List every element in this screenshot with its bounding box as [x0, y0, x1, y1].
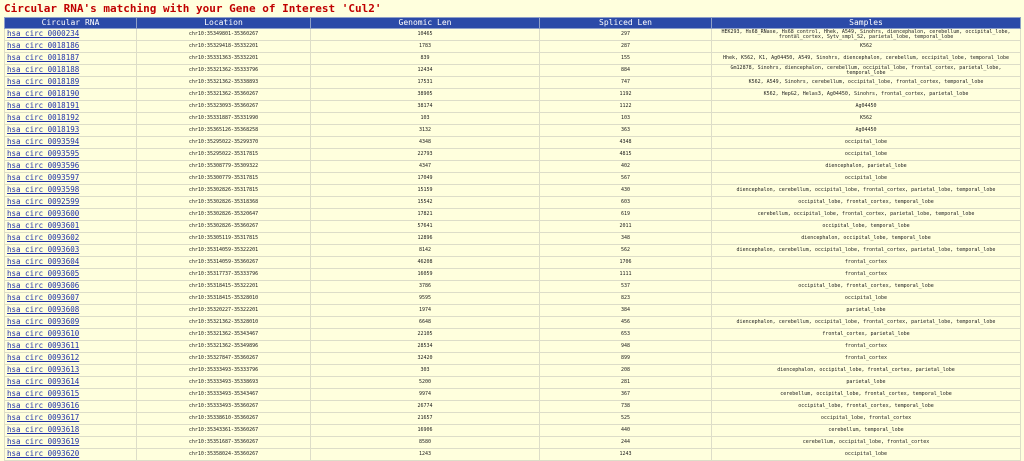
genomic-len-cell: 12896	[311, 233, 540, 245]
genomic-len-cell: 1783	[311, 41, 540, 53]
location-cell: chr10:35358024-35360267	[137, 449, 311, 461]
table-row	[5, 125, 1021, 137]
samples-cell: K562, A549, Sinohrs, cerebellum, occipital_lobe, frontal_cortex, temporal_lobe	[712, 77, 1021, 89]
samples-cell: occipital_lobe, temporal_lobe	[712, 221, 1021, 233]
circular-rna-link[interactable]: hsa_circ_0093604	[7, 257, 80, 266]
spliced-len-cell: 367	[540, 389, 712, 401]
location-cell: chr10:35329418-35332201	[137, 41, 311, 53]
circular-rna-cell	[5, 377, 137, 389]
circular-rna-cell	[5, 65, 137, 77]
genomic-len-cell: 3132	[311, 125, 540, 137]
samples-cell: diencephalon, occipital_lobe, temporal_lobe	[712, 233, 1021, 245]
table-row	[5, 449, 1021, 461]
genomic-len-cell: 9974	[311, 389, 540, 401]
table-row	[5, 293, 1021, 305]
samples-cell: K562	[712, 113, 1021, 125]
circular-rna-link[interactable]: hsa_circ_0093602	[7, 233, 80, 242]
location-cell: chr10:35305119-35317815	[137, 233, 311, 245]
circular-rna-link[interactable]: hsa_circ_0093605	[7, 269, 80, 278]
genomic-len-cell: 26774	[311, 401, 540, 413]
circular-rna-link[interactable]: hsa_circ_0093603	[7, 245, 80, 254]
spliced-len-cell: 525	[540, 413, 712, 425]
circular-rna-cell	[5, 437, 137, 449]
genomic-len-cell: 8580	[311, 437, 540, 449]
circular-rna-cell	[5, 41, 137, 53]
genomic-len-cell: 22793	[311, 149, 540, 161]
table-row	[5, 113, 1021, 125]
genomic-len-cell: 15542	[311, 197, 540, 209]
table-row	[5, 389, 1021, 401]
circular-rna-link[interactable]: hsa_circ_0093612	[7, 353, 80, 362]
samples-cell: diencephalon, cerebellum, occipital_lobe, frontal_cortex, parietal_lobe, temporal_lobe	[712, 317, 1021, 329]
location-cell: chr10:35321362-35349896	[137, 341, 311, 353]
circular-rna-cell	[5, 161, 137, 173]
location-cell: chr10:35320227-35322201	[137, 305, 311, 317]
circular-rna-cell	[5, 425, 137, 437]
genomic-len-cell: 4348	[311, 137, 540, 149]
spliced-len-cell: 948	[540, 341, 712, 353]
genomic-len-cell: 28534	[311, 341, 540, 353]
circular-rna-cell	[5, 341, 137, 353]
genomic-len-cell: 16059	[311, 269, 540, 281]
samples-cell: occipital_lobe, frontal_cortex	[712, 413, 1021, 425]
table-row	[5, 173, 1021, 185]
genomic-len-cell: 1243	[311, 449, 540, 461]
location-cell: chr10:35321362-35338893	[137, 77, 311, 89]
genomic-len-cell: 9595	[311, 293, 540, 305]
table-row	[5, 353, 1021, 365]
circular-rna-link[interactable]: hsa_circ_0093618	[7, 425, 80, 434]
table-row	[5, 305, 1021, 317]
location-cell: chr10:35302826-35317815	[137, 185, 311, 197]
samples-cell: Hhek, K562, K1, Ag04450, A549, Sinohrs, diencephalon, cerebellum, occipital_lobe, temporal_lobe	[712, 53, 1021, 65]
table-row	[5, 53, 1021, 65]
spliced-len-cell: 567	[540, 173, 712, 185]
circular-rna-link[interactable]: hsa_circ_0093601	[7, 221, 80, 230]
circular-rna-cell	[5, 269, 137, 281]
spliced-len-cell: 287	[540, 41, 712, 53]
samples-cell: cerebellum, temporal_lobe	[712, 425, 1021, 437]
spliced-len-cell: 2011	[540, 221, 712, 233]
table-row	[5, 197, 1021, 209]
table-row	[5, 437, 1021, 449]
samples-cell: frontal_cortex	[712, 341, 1021, 353]
location-cell: chr10:35338610-35360267	[137, 413, 311, 425]
location-cell: chr10:35365126-35368258	[137, 125, 311, 137]
samples-cell: Ag04450	[712, 125, 1021, 137]
location-cell: chr10:35314059-35322201	[137, 245, 311, 257]
circular-rna-cell	[5, 77, 137, 89]
circular-rna-cell	[5, 233, 137, 245]
samples-cell: Gm12878, Sinohrs, diencephalon, cerebellum, occipital_lobe, frontal_cortex, parietal_lobe, temporal_lobe	[712, 65, 1021, 77]
circular-rna-cell	[5, 329, 137, 341]
spliced-len-cell: 1243	[540, 449, 712, 461]
circular-rna-cell	[5, 317, 137, 329]
genomic-len-cell: 839	[311, 53, 540, 65]
samples-cell: K562	[712, 41, 1021, 53]
spliced-len-cell: 402	[540, 161, 712, 173]
samples-cell: occipital_lobe	[712, 173, 1021, 185]
circular-rna-cell	[5, 89, 137, 101]
table-row	[5, 257, 1021, 269]
location-cell: chr10:35314059-35360267	[137, 257, 311, 269]
circular-rna-cell	[5, 137, 137, 149]
circrna-table	[4, 17, 1021, 461]
spliced-len-cell: 603	[540, 197, 712, 209]
circular-rna-link[interactable]: hsa_circ_0093615	[7, 389, 80, 398]
column-header-spliced-len: Spliced Len	[540, 18, 712, 29]
table-row	[5, 101, 1021, 113]
circular-rna-link[interactable]: hsa_circ_0018190	[7, 89, 80, 98]
samples-cell: Ag04450	[712, 101, 1021, 113]
spliced-len-cell: 456	[540, 317, 712, 329]
circular-rna-link[interactable]: hsa_circ_0093596	[7, 161, 80, 170]
samples-cell: occipital_lobe, frontal_cortex, temporal_lobe	[712, 197, 1021, 209]
location-cell: chr10:35327847-35360267	[137, 353, 311, 365]
location-cell: chr10:35349801-35360267	[137, 29, 311, 41]
spliced-len-cell: 1122	[540, 101, 712, 113]
location-cell: chr10:35333493-35338693	[137, 377, 311, 389]
location-cell: chr10:35300779-35317815	[137, 173, 311, 185]
spliced-len-cell: 103	[540, 113, 712, 125]
table-row	[5, 269, 1021, 281]
circular-rna-link[interactable]: hsa_circ_0000234	[7, 29, 80, 38]
table-row	[5, 209, 1021, 221]
circular-rna-cell	[5, 257, 137, 269]
samples-cell: cerebellum, occipital_lobe, frontal_cortex	[712, 437, 1021, 449]
circular-rna-cell	[5, 353, 137, 365]
table-row	[5, 365, 1021, 377]
circular-rna-cell	[5, 401, 137, 413]
genomic-len-cell: 38174	[311, 101, 540, 113]
samples-cell: frontal_cortex	[712, 353, 1021, 365]
circular-rna-link[interactable]: hsa_circ_0018188	[7, 65, 80, 74]
spliced-len-cell: 899	[540, 353, 712, 365]
genomic-len-cell: 38905	[311, 89, 540, 101]
spliced-len-cell: 1192	[540, 89, 712, 101]
genomic-len-cell: 46208	[311, 257, 540, 269]
spliced-len-cell: 4348	[540, 137, 712, 149]
samples-cell: cerebellum, occipital_lobe, frontal_cortex, parietal_lobe, temporal_lobe	[712, 209, 1021, 221]
column-header-location: Location	[137, 18, 311, 29]
genomic-len-cell: 16906	[311, 425, 540, 437]
genomic-len-cell: 22105	[311, 329, 540, 341]
samples-cell: occipital_lobe	[712, 449, 1021, 461]
circular-rna-link[interactable]: hsa_circ_0093607	[7, 293, 80, 302]
circular-rna-link[interactable]: hsa_circ_0018189	[7, 77, 80, 86]
circular-rna-link[interactable]: hsa_circ_0018191	[7, 101, 80, 110]
spliced-len-cell: 384	[540, 305, 712, 317]
circular-rna-link[interactable]: hsa_circ_0018192	[7, 113, 80, 122]
samples-cell: occipital_lobe, frontal_cortex, temporal_lobe	[712, 401, 1021, 413]
samples-cell: occipital_lobe	[712, 149, 1021, 161]
genomic-len-cell: 10465	[311, 29, 540, 41]
table-row	[5, 341, 1021, 353]
table-row	[5, 413, 1021, 425]
circular-rna-cell	[5, 209, 137, 221]
table-row	[5, 221, 1021, 233]
genomic-len-cell: 12434	[311, 65, 540, 77]
location-cell: chr10:35333493-35333796	[137, 365, 311, 377]
genomic-len-cell: 6648	[311, 317, 540, 329]
spliced-len-cell: 363	[540, 125, 712, 137]
genomic-len-cell: 17531	[311, 77, 540, 89]
table-row	[5, 137, 1021, 149]
spliced-len-cell: 430	[540, 185, 712, 197]
circular-rna-cell	[5, 365, 137, 377]
samples-cell: parietal_lobe	[712, 377, 1021, 389]
page-title: Circular RNA's matching with your Gene of Interest 'Cul2'	[4, 2, 382, 15]
location-cell: chr10:35308779-35309322	[137, 161, 311, 173]
circular-rna-link[interactable]: hsa_circ_0093617	[7, 413, 80, 422]
circular-rna-link[interactable]: hsa_circ_0092599	[7, 197, 80, 206]
samples-cell: diencephalon, occipital_lobe, frontal_cortex, parietal_lobe	[712, 365, 1021, 377]
circular-rna-cell	[5, 389, 137, 401]
spliced-len-cell: 619	[540, 209, 712, 221]
circular-rna-cell	[5, 245, 137, 257]
table-row	[5, 77, 1021, 89]
circular-rna-link[interactable]: hsa_circ_0093594	[7, 137, 80, 146]
table-row	[5, 245, 1021, 257]
circular-rna-link[interactable]: hsa_circ_0093597	[7, 173, 80, 182]
samples-cell: frontal_cortex	[712, 269, 1021, 281]
circular-rna-cell	[5, 149, 137, 161]
location-cell: chr10:35302826-35320647	[137, 209, 311, 221]
location-cell: chr10:35343361-35360267	[137, 425, 311, 437]
circular-rna-cell	[5, 281, 137, 293]
spliced-len-cell: 155	[540, 53, 712, 65]
samples-cell: diencephalon, cerebellum, occipital_lobe, frontal_cortex, parietal_lobe, temporal_lobe	[712, 245, 1021, 257]
samples-cell: diencephalon, cerebellum, occipital_lobe, frontal_cortex, parietal_lobe, temporal_lobe	[712, 185, 1021, 197]
circular-rna-cell	[5, 185, 137, 197]
circular-rna-link[interactable]: hsa_circ_0093608	[7, 305, 80, 314]
circular-rna-link[interactable]: hsa_circ_0093609	[7, 317, 80, 326]
circular-rna-link[interactable]: hsa_circ_0093610	[7, 329, 80, 338]
circular-rna-cell	[5, 101, 137, 113]
table-row	[5, 185, 1021, 197]
circular-rna-cell	[5, 293, 137, 305]
table-row	[5, 89, 1021, 101]
spliced-len-cell: 208	[540, 365, 712, 377]
genomic-len-cell: 4347	[311, 161, 540, 173]
spliced-len-cell: 562	[540, 245, 712, 257]
circular-rna-link[interactable]: hsa_circ_0018187	[7, 53, 80, 62]
genomic-len-cell: 5200	[311, 377, 540, 389]
genomic-len-cell: 32420	[311, 353, 540, 365]
samples-cell: HEK293, Hs68_RNase, Hs68_control, Hhek, A549, Sinohrs, diencephalon, cerebellum, occipital_lobe, frontal_cortex, Sytv_smpl_S2, parietal_lobe, temporal_lobe	[712, 29, 1021, 41]
location-cell: chr10:35302826-35360267	[137, 221, 311, 233]
location-cell: chr10:35302826-35318368	[137, 197, 311, 209]
location-cell: chr10:35318415-35322201	[137, 281, 311, 293]
genomic-len-cell: 1974	[311, 305, 540, 317]
samples-cell: diencephalon, parietal_lobe	[712, 161, 1021, 173]
location-cell: chr10:35295022-35299370	[137, 137, 311, 149]
samples-cell: parietal_lobe	[712, 305, 1021, 317]
circular-rna-link[interactable]: hsa_circ_0093614	[7, 377, 80, 386]
table-row	[5, 41, 1021, 53]
genomic-len-cell: 8142	[311, 245, 540, 257]
spliced-len-cell: 4815	[540, 149, 712, 161]
spliced-len-cell: 537	[540, 281, 712, 293]
spliced-len-cell: 747	[540, 77, 712, 89]
table-row	[5, 281, 1021, 293]
genomic-len-cell: 303	[311, 365, 540, 377]
spliced-len-cell: 823	[540, 293, 712, 305]
table-row	[5, 317, 1021, 329]
circular-rna-cell	[5, 113, 137, 125]
genomic-len-cell: 17049	[311, 173, 540, 185]
spliced-len-cell: 738	[540, 401, 712, 413]
circular-rna-link[interactable]: hsa_circ_0093613	[7, 365, 80, 374]
column-header-circular-rna: Circular RNA	[5, 18, 137, 29]
column-header-samples: Samples	[712, 18, 1021, 29]
column-header-genomic-len: Genomic Len	[311, 18, 540, 29]
table-row	[5, 149, 1021, 161]
table-row	[5, 401, 1021, 413]
circular-rna-link[interactable]: hsa_circ_0018186	[7, 41, 80, 50]
location-cell: chr10:35351687-35360267	[137, 437, 311, 449]
location-cell: chr10:35321362-35328010	[137, 317, 311, 329]
spliced-len-cell: 440	[540, 425, 712, 437]
circular-rna-link[interactable]: hsa_circ_0018193	[7, 125, 80, 134]
spliced-len-cell: 1111	[540, 269, 712, 281]
location-cell: chr10:35317737-35333796	[137, 269, 311, 281]
circular-rna-link[interactable]: hsa_circ_0093598	[7, 185, 80, 194]
spliced-len-cell: 1706	[540, 257, 712, 269]
spliced-len-cell: 297	[540, 29, 712, 41]
location-cell: chr10:35331363-35332201	[137, 53, 311, 65]
genomic-len-cell: 103	[311, 113, 540, 125]
circular-rna-link[interactable]: hsa_circ_0093595	[7, 149, 80, 158]
circular-rna-cell	[5, 413, 137, 425]
table-header-row	[5, 18, 1021, 29]
table-row	[5, 65, 1021, 77]
genomic-len-cell: 21657	[311, 413, 540, 425]
circular-rna-cell	[5, 197, 137, 209]
samples-cell: frontal_cortex, parietal_lobe	[712, 329, 1021, 341]
circular-rna-link[interactable]: hsa_circ_0093611	[7, 341, 80, 350]
genomic-len-cell: 17821	[311, 209, 540, 221]
circular-rna-link[interactable]: hsa_circ_0093606	[7, 281, 80, 290]
circular-rna-link[interactable]: hsa_circ_0093619	[7, 437, 80, 446]
location-cell: chr10:35295022-35317815	[137, 149, 311, 161]
location-cell: chr10:35321362-35343467	[137, 329, 311, 341]
circular-rna-cell	[5, 221, 137, 233]
table-row	[5, 161, 1021, 173]
circular-rna-link[interactable]: hsa_circ_0093620	[7, 449, 80, 458]
samples-cell: occipital_lobe	[712, 293, 1021, 305]
location-cell: chr10:35321362-35360267	[137, 89, 311, 101]
spliced-len-cell: 653	[540, 329, 712, 341]
table-row	[5, 377, 1021, 389]
genomic-len-cell: 57641	[311, 221, 540, 233]
circular-rna-cell	[5, 173, 137, 185]
circular-rna-cell	[5, 305, 137, 317]
genomic-len-cell: 15159	[311, 185, 540, 197]
spliced-len-cell: 884	[540, 65, 712, 77]
location-cell: chr10:35333493-35360267	[137, 401, 311, 413]
samples-cell: cerebellum, occipital_lobe, frontal_cortex, temporal_lobe	[712, 389, 1021, 401]
circular-rna-cell	[5, 29, 137, 41]
location-cell: chr10:35321362-35333796	[137, 65, 311, 77]
circular-rna-link[interactable]: hsa_circ_0093616	[7, 401, 80, 410]
table-row	[5, 233, 1021, 245]
samples-cell: occipital_lobe, frontal_cortex, temporal_lobe	[712, 281, 1021, 293]
spliced-len-cell: 281	[540, 377, 712, 389]
circular-rna-link[interactable]: hsa_circ_0093600	[7, 209, 80, 218]
samples-cell: occipital_lobe	[712, 137, 1021, 149]
samples-cell: frontal_cortex	[712, 257, 1021, 269]
circular-rna-cell	[5, 125, 137, 137]
circular-rna-cell	[5, 449, 137, 461]
location-cell: chr10:35333493-35343467	[137, 389, 311, 401]
location-cell: chr10:35323093-35360267	[137, 101, 311, 113]
samples-cell: K562, HepG2, Helas3, Ag04450, Sinohrs, frontal_cortex, parietal_lobe	[712, 89, 1021, 101]
table-row	[5, 329, 1021, 341]
circular-rna-cell	[5, 53, 137, 65]
table-row	[5, 29, 1021, 41]
location-cell: chr10:35318415-35328010	[137, 293, 311, 305]
spliced-len-cell: 244	[540, 437, 712, 449]
location-cell: chr10:35331887-35331990	[137, 113, 311, 125]
genomic-len-cell: 3786	[311, 281, 540, 293]
spliced-len-cell: 348	[540, 233, 712, 245]
table-row	[5, 425, 1021, 437]
